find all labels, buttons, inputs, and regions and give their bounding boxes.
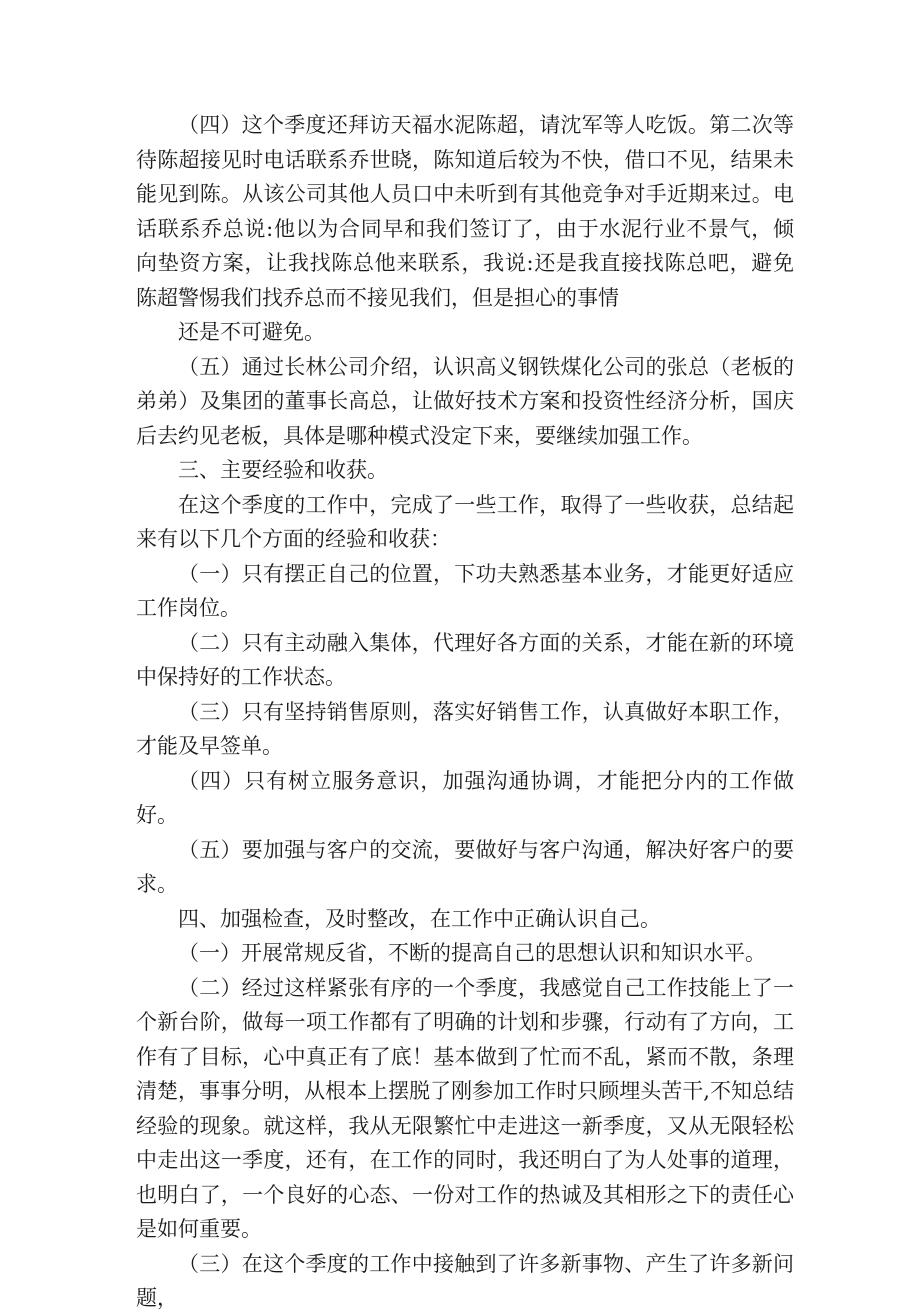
paragraph-changlin-introduction: （五）通过长林公司介绍，认识高义钢铁煤化公司的张总（老板的弟弟）及集团的董事长高总，让做好技术方案和投资性经济分析，国庆后去约见老板，具体是哪种模式没定下来，要继续加强工作。 [136, 354, 794, 448]
document-body [136, 108, 794, 1316]
paragraph-continuation: 还是不可避免。 [178, 320, 325, 344]
list-item-inspection-1: （一）开展常规反省，不断的提高自己的思想认识和知识水平。 [178, 941, 766, 965]
section-heading-experience: 三、主要经验和收获。 [178, 458, 388, 482]
section-heading-inspection: 四、加强检查，及时整改，在工作中正确认识自己。 [178, 906, 661, 931]
list-item-inspection-2: （二）经过这样紧张有序的一个季度，我感觉自己工作技能上了一个新台阶，做每一项工作都有了明确的计划和步骤，行动有了方向，工作有了目标，心中真正有了底！基本做到了忙而不乱，紧而不散，条理清楚，事事分明，从根本上摆脱了刚参加工作时只顾埋头苦干,不知总结经验的现象。就这样，我从无限繁忙中走进这一新季度，又从无限轻松中走出这一季度，还有，在工作的同时，我还明白了为人处事的道理，也明白了，一个良好的心态、一份对工作的热诚及其相形之下的责任心是如何重要。 [136, 975, 794, 1241]
list-item-experience-3: （三）只有坚持销售原则，落实好销售工作，认真做好本职工作，才能及早签单。 [136, 699, 794, 758]
paragraph-experience-intro: 在这个季度的工作中，完成了一些工作，取得了一些收获，总结起来有以下几个方面的经验和收获： [136, 492, 794, 551]
list-item-experience-4: （四）只有树立服务意识，加强沟通协调，才能把分内的工作做好。 [136, 768, 794, 827]
list-item-experience-1: （一）只有摆正自己的位置，下功夫熟悉基本业务，才能更好适应工作岗位。 [136, 561, 794, 620]
paragraph-visit-tianfu-cement: （四）这个季度还拜访天福水泥陈超，请沈军等人吃饭。第二次等待陈超接见时电话联系乔世晓，陈知道后较为不快，借口不见，结果未能见到陈。从该公司其他人员口中未听到有其他竞争对手近期来过。电话联系乔总说:他以为合同早和我们签订了，由于水泥行业不景气，倾向垫资方案，让我找陈总他来联系，我说:还是我直接找陈总吧，避免陈超警惕我们找乔总而不接见我们，但是担心的事情 [136, 113, 794, 310]
list-item-experience-2: （二）只有主动融入集体，代理好各方面的关系，才能在新的环境中保持好的工作状态。 [136, 630, 794, 689]
list-item-inspection-3: （三）在这个季度的工作中接触到了许多新事物、产生了许多新问题， [136, 1251, 794, 1310]
list-item-experience-5: （五）要加强与客户的交流，要做好与客户沟通，解决好客户的要求。 [136, 837, 794, 896]
